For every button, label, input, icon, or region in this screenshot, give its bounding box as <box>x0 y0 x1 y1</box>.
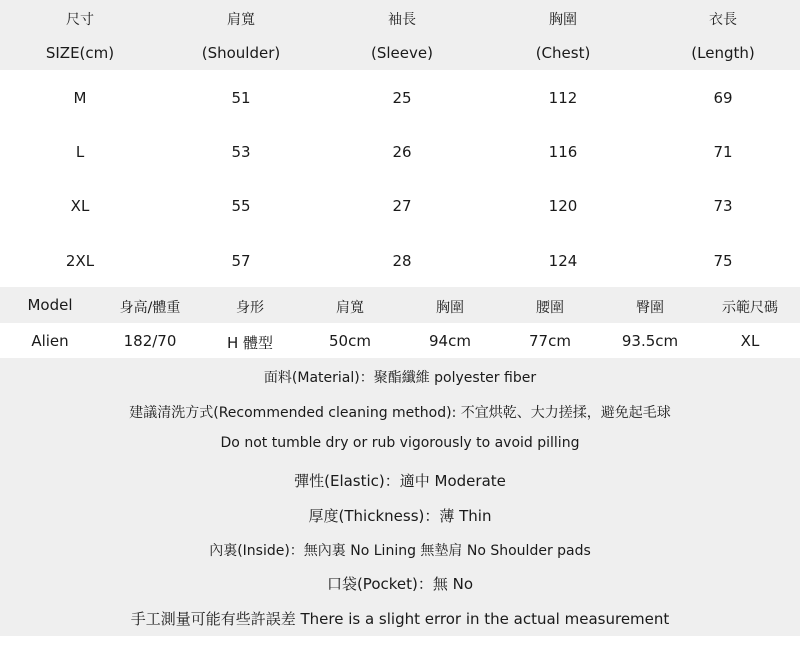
elastic-note: 彈性(Elastic)：適中 Moderate <box>294 472 506 490</box>
lining-note: 內裏(Inside)：無內裏 No Lining 無墊肩 No Shoulder pads <box>209 543 591 559</box>
measurement-error-note: 手工測量可能有些許誤差 There is a slight error in the actual measurement <box>130 610 670 628</box>
sleeve-cell: 26 <box>392 143 412 161</box>
model-height-weight: 182/70 <box>123 332 177 350</box>
model-header-waist: 腰圍 <box>536 300 564 316</box>
size-cell: 2XL <box>65 252 95 270</box>
size-header-zh-length: 衣長 <box>709 12 737 28</box>
size-cell: L <box>75 143 85 161</box>
material-note: 面料(Material)：聚酯纖維 polyester fiber <box>263 370 537 386</box>
chest-cell: 120 <box>548 197 578 215</box>
length-cell: 69 <box>713 89 733 107</box>
cleaning-method-note: 建議清洗方式(Recommended cleaning method): 不宜烘乾、大力搓揉，避免起毛球 <box>129 405 671 421</box>
size-header-en-chest: (Chest) <box>535 44 591 62</box>
model-header-height-weight: 身高/體重 <box>119 300 181 316</box>
size-header-en-shoulder: (Shoulder) <box>201 44 281 62</box>
model-header-shoulder: 肩寬 <box>336 300 364 316</box>
length-cell: 71 <box>713 143 733 161</box>
size-header-zh-sleeve: 袖長 <box>388 12 416 28</box>
model-header-hip: 臀圍 <box>636 300 664 316</box>
sleeve-cell: 28 <box>392 252 412 270</box>
model-name: Alien <box>31 332 69 350</box>
shoulder-cell: 53 <box>231 143 251 161</box>
model-chest: 94cm <box>429 332 471 350</box>
size-header-en-length: (Length) <box>691 44 755 62</box>
size-header-zh-size: 尺寸 <box>66 12 94 28</box>
model-hip: 93.5cm <box>621 332 679 350</box>
product-notes-panel <box>0 358 800 636</box>
size-cell: XL <box>70 197 90 215</box>
thickness-note: 厚度(Thickness)：薄 Thin <box>308 507 492 525</box>
size-header-en-sleeve: (Sleeve) <box>371 44 433 62</box>
shoulder-cell: 51 <box>231 89 251 107</box>
model-header-demo-size: 示範尺碼 <box>722 300 778 316</box>
shoulder-cell: 55 <box>231 197 251 215</box>
model-shoulder: 50cm <box>329 332 371 350</box>
model-header-model: Model <box>27 296 73 314</box>
shoulder-cell: 57 <box>231 252 251 270</box>
sleeve-cell: 27 <box>392 197 412 215</box>
length-cell: 73 <box>713 197 733 215</box>
sleeve-cell: 25 <box>392 89 412 107</box>
pocket-note: 口袋(Pocket)：無 No <box>326 575 474 593</box>
length-cell: 75 <box>713 252 733 270</box>
chest-cell: 116 <box>548 143 578 161</box>
model-waist: 77cm <box>529 332 571 350</box>
size-header-zh-chest: 胸圍 <box>549 12 577 28</box>
size-header-en-size: SIZE(cm) <box>45 44 115 62</box>
model-header-chest: 胸圍 <box>436 300 464 316</box>
model-demo-size: XL <box>740 332 760 350</box>
model-header-body-shape: 身形 <box>236 300 264 316</box>
size-cell: M <box>73 89 87 107</box>
size-header-zh-shoulder: 肩寬 <box>227 12 255 28</box>
chest-cell: 112 <box>548 89 578 107</box>
chest-cell: 124 <box>548 252 578 270</box>
pilling-warning-note: Do not tumble dry or rub vigorously to avoid pilling <box>220 435 580 451</box>
model-body-shape: H 體型 <box>226 334 274 352</box>
